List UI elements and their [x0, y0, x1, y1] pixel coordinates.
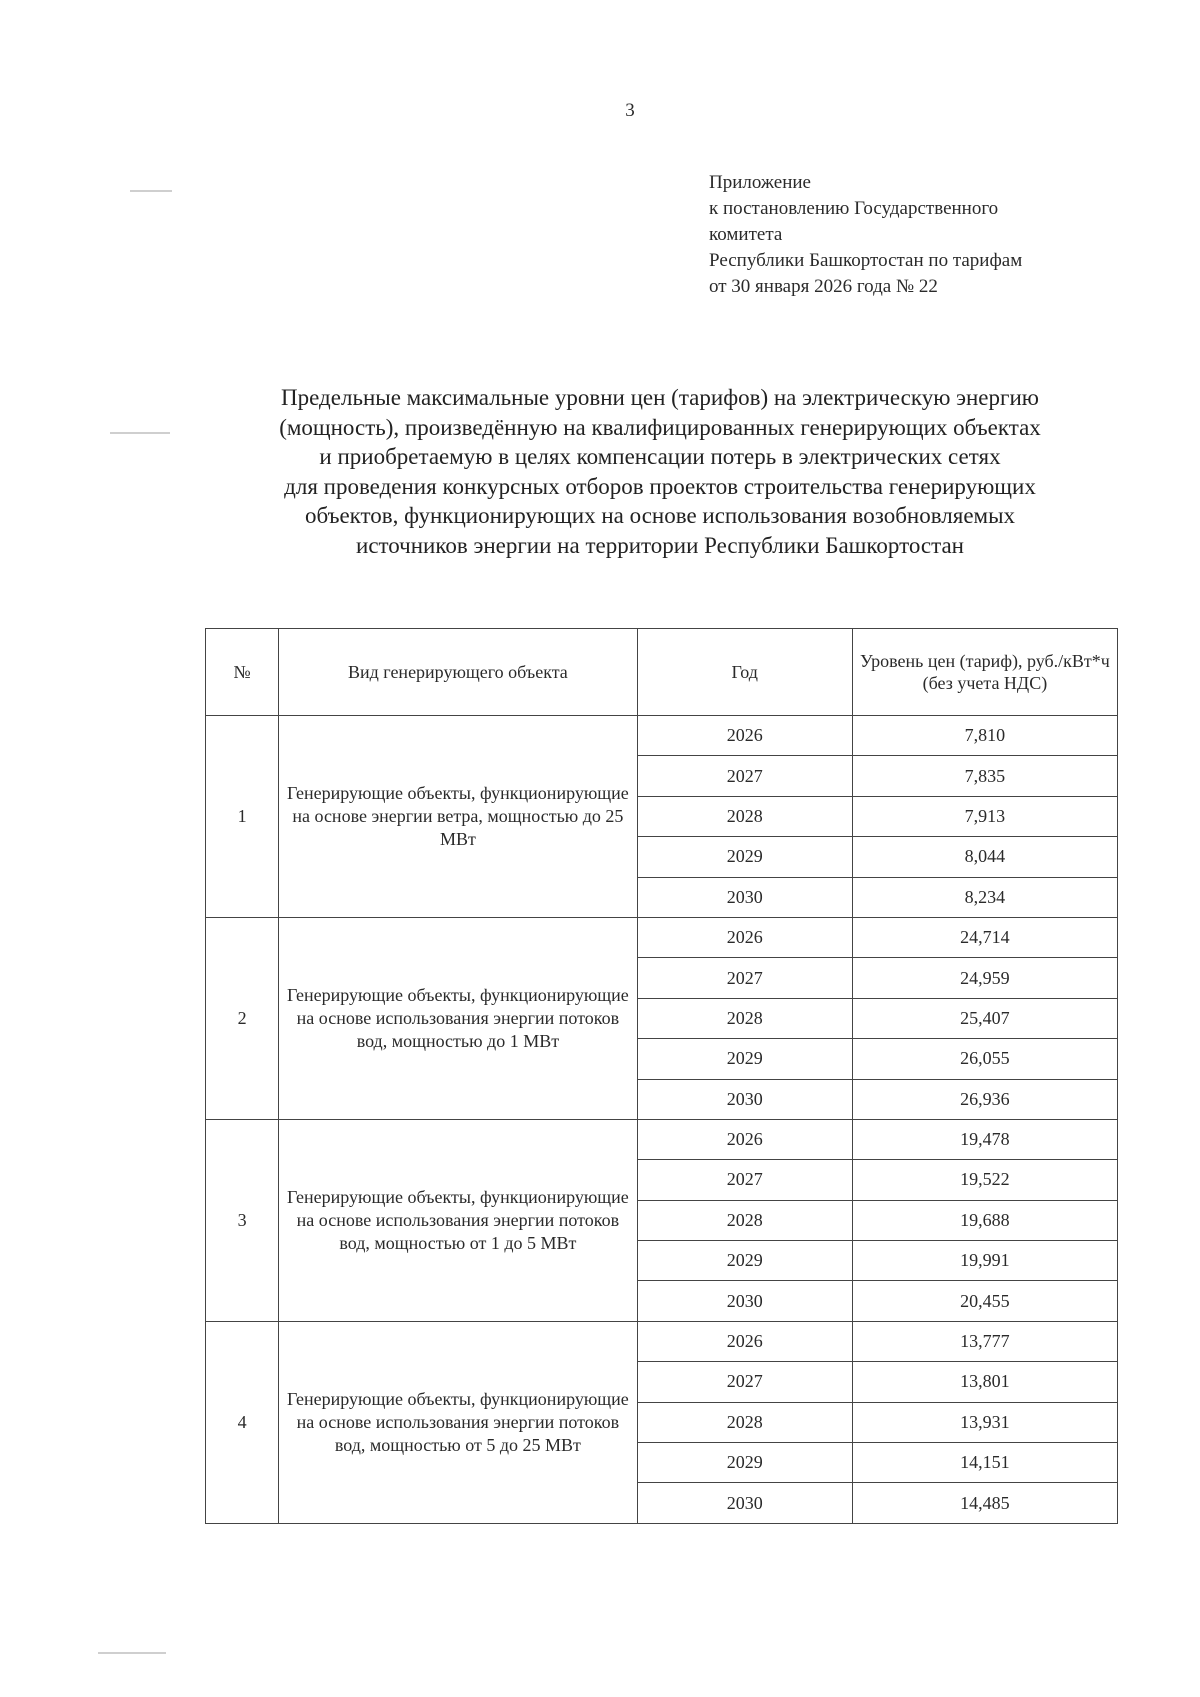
- price-cell: 8,234: [852, 877, 1117, 917]
- price-cell: 7,913: [852, 796, 1117, 836]
- year-cell: 2029: [637, 1241, 852, 1281]
- year-cell: 2030: [637, 877, 852, 917]
- price-cell: 14,151: [852, 1443, 1117, 1483]
- year-cell: 2027: [637, 756, 852, 796]
- appendix-line: Республики Башкортостан по тарифам: [709, 250, 1023, 271]
- price-cell: 26,936: [852, 1079, 1117, 1119]
- table-row: [206, 917, 1118, 957]
- row-number: 1: [206, 716, 279, 918]
- scan-mark: [98, 1652, 166, 1654]
- year-cell: 2029: [637, 1039, 852, 1079]
- scan-mark: [110, 432, 170, 434]
- year-cell: 2026: [637, 1119, 852, 1159]
- header-num: №: [206, 629, 279, 716]
- title-line: объектов, функционирующих на основе использования возобновляемых: [304, 503, 1016, 528]
- title-line: Предельные максимальные уровни цен (тарифов) на электрическую энергию: [281, 385, 1039, 410]
- year-cell: 2028: [637, 796, 852, 836]
- price-cell: 19,478: [852, 1119, 1117, 1159]
- object-type: Генерирующие объекты, функционирующие на основе использования энергии потоков вод, мощностью до 1 МВт: [279, 917, 637, 1119]
- price-cell: 25,407: [852, 998, 1117, 1038]
- price-cell: 13,931: [852, 1402, 1117, 1442]
- price-cell: 13,801: [852, 1362, 1117, 1402]
- page-number: 3: [625, 100, 635, 121]
- header-type: Вид генерирующего объекта: [279, 629, 637, 716]
- appendix-line: комитета: [709, 224, 783, 245]
- row-number: 4: [206, 1321, 279, 1523]
- price-cell: 24,959: [852, 958, 1117, 998]
- year-cell: 2026: [637, 716, 852, 756]
- header-year: Год: [637, 629, 852, 716]
- price-cell: 19,688: [852, 1200, 1117, 1240]
- year-cell: 2030: [637, 1079, 852, 1119]
- year-cell: 2028: [637, 998, 852, 1038]
- row-number: 2: [206, 917, 279, 1119]
- price-cell: 20,455: [852, 1281, 1117, 1321]
- price-cell: 26,055: [852, 1039, 1117, 1079]
- year-cell: 2027: [637, 1362, 852, 1402]
- title-line: источников энергии на территории Республики Башкортостан: [356, 532, 964, 558]
- appendix-block: [709, 170, 1129, 300]
- title-line: (мощность), произведённую на квалифицированных генерирующих объектах: [279, 414, 1041, 440]
- year-cell: 2029: [637, 837, 852, 877]
- table-row: [206, 1321, 1118, 1361]
- object-type: Генерирующие объекты, функционирующие на основе использования энергии потоков вод, мощностью от 5 до 25 МВт: [279, 1321, 637, 1523]
- scan-mark: [130, 190, 172, 192]
- year-cell: 2030: [637, 1281, 852, 1321]
- year-cell: 2026: [637, 1321, 852, 1361]
- year-cell: 2029: [637, 1443, 852, 1483]
- table-row: [206, 1119, 1118, 1159]
- year-cell: 2028: [637, 1402, 852, 1442]
- title-line: для проведения конкурсных отборов проектов строительства генерирующих: [284, 473, 1036, 499]
- table-header-row: [206, 629, 1118, 716]
- header-price: Уровень цен (тариф), руб./кВт*ч (без учета НДС): [852, 629, 1117, 716]
- price-cell: 13,777: [852, 1321, 1117, 1361]
- tariff-table: [205, 628, 1118, 1524]
- title-line: и приобретаемую в целях компенсации потерь в электрических сетях: [319, 444, 1001, 469]
- price-cell: 8,044: [852, 837, 1117, 877]
- year-cell: 2028: [637, 1200, 852, 1240]
- table-row: [206, 716, 1118, 756]
- year-cell: 2027: [637, 1160, 852, 1200]
- year-cell: 2027: [637, 958, 852, 998]
- row-number: 3: [206, 1119, 279, 1321]
- price-cell: 14,485: [852, 1483, 1117, 1523]
- year-cell: 2030: [637, 1483, 852, 1523]
- year-cell: 2026: [637, 917, 852, 957]
- object-type: Генерирующие объекты, функционирующие на основе энергии ветра, мощностью до 25 МВт: [279, 716, 637, 918]
- document-title: [190, 383, 1130, 560]
- appendix-line: от 30 января 2026 года № 22: [709, 276, 938, 297]
- object-type: Генерирующие объекты, функционирующие на основе использования энергии потоков вод, мощностью от 1 до 5 МВт: [279, 1119, 637, 1321]
- price-cell: 7,835: [852, 756, 1117, 796]
- price-cell: 19,522: [852, 1160, 1117, 1200]
- price-cell: 7,810: [852, 716, 1117, 756]
- price-cell: 24,714: [852, 917, 1117, 957]
- price-cell: 19,991: [852, 1241, 1117, 1281]
- appendix-line: Приложение: [709, 172, 811, 193]
- appendix-line: к постановлению Государственного: [709, 198, 999, 219]
